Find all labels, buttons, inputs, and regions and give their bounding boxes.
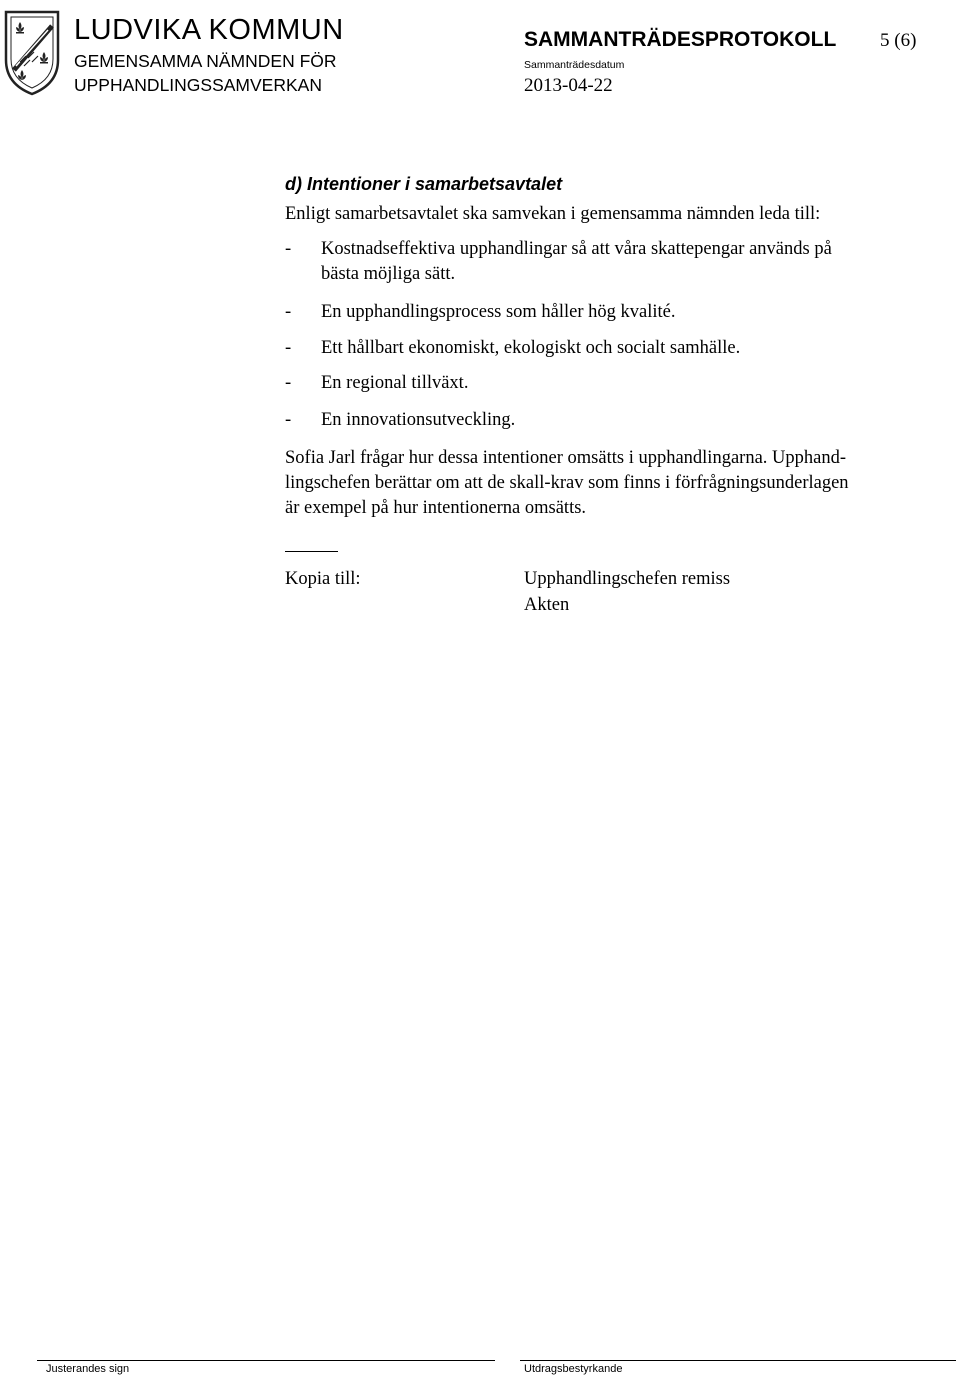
copy-recipient: Upphandlingschefen remiss	[524, 569, 731, 589]
signature-label: Justerandes sign	[46, 1363, 130, 1375]
discussion-paragraph	[285, 446, 849, 521]
list-dash: -	[285, 373, 292, 393]
footer-divider	[520, 1360, 956, 1361]
list-item-text	[321, 237, 832, 287]
list-dash: -	[285, 302, 292, 322]
paragraph-line: lingschefen berättar om att de skall-krav som finns i förfrågningsunderlagen	[285, 473, 849, 493]
coat-of-arms-icon	[2, 8, 62, 96]
meeting-date-label: Sammanträdesdatum	[524, 59, 625, 71]
organization-name: LUDVIKA KOMMUN	[74, 14, 344, 46]
committee-name-line-1: GEMENSAMMA NÄMNDEN FÖR	[74, 51, 337, 71]
certification-label: Utdragsbestyrkande	[524, 1363, 623, 1375]
list-item-text: Ett hållbart ekonomiskt, ekologiskt och socialt samhälle.	[321, 338, 741, 358]
separator-line	[285, 551, 338, 552]
list-dash: -	[285, 338, 292, 358]
list-item-text: En upphandlingsprocess som håller hög kvalité.	[321, 302, 676, 322]
list-item-line: bästa möjliga sätt.	[321, 264, 456, 284]
page-number: 5 (6)	[880, 30, 917, 51]
intro-text: Enligt samarbetsavtalet ska samvekan i gemensamma nämnden leda till:	[285, 204, 821, 224]
copy-to-label: Kopia till:	[285, 569, 361, 589]
list-item-text: En regional tillväxt.	[321, 373, 469, 393]
paragraph-line: är exempel på hur intentionerna omsätts.	[285, 498, 587, 518]
copy-recipient: Akten	[524, 595, 570, 615]
section-heading: d) Intentioner i samarbetsavtalet	[285, 174, 563, 194]
list-item-text: En innovationsutveckling.	[321, 410, 516, 430]
paragraph-line: Sofia Jarl frågar hur dessa intentioner omsätts i upphandlingarna. Upphand-	[285, 448, 847, 468]
footer-divider	[37, 1360, 495, 1361]
list-dash: -	[285, 239, 292, 259]
list-item-line: Kostnadseffektiva upphandlingar så att våra skattepengar används på	[321, 239, 832, 259]
list-dash: -	[285, 410, 292, 430]
meeting-date: 2013-04-22	[524, 75, 613, 96]
committee-name-line-2: UPPHANDLINGSSAMVERKAN	[74, 75, 322, 95]
document-type: SAMMANTRÄDESPROTOKOLL	[524, 28, 837, 51]
